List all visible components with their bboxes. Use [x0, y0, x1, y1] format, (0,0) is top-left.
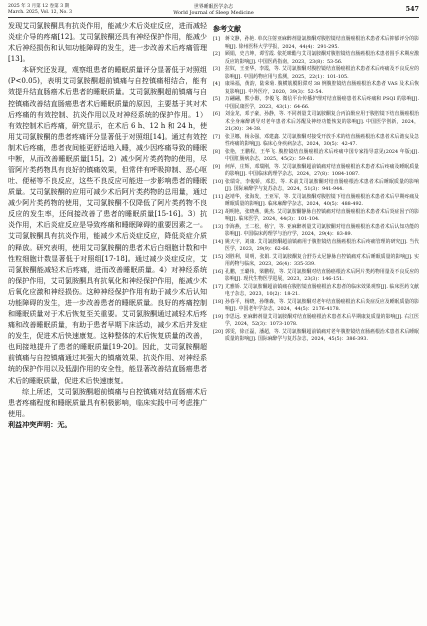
- reference-text: 李海燕，王二松，杨宁，等. 亚麻醉剂量艾司氯胺酮对结直肠癌根治术患者术后认知功能的影响[J]. 中国临床药理学与治疗学，2024，29(4)：83-89.: [225, 223, 419, 237]
- reference-item: [213, 269, 419, 284]
- reference-item: [213, 36, 419, 51]
- body-paragraph-2: 本研究还发现，观察组患者的睡眠质量评分显著低于对照组(P<0.05)，表明艾司氯胺酮超前镇痛与自控镇痛相结合，能有效提升结直肠癌术后患者的睡眠质量。艾司氯胺酮超前镇痛与自控镇痛改善结直肠癌患者术后睡眠质量的原因，主要基于其对术后疼痛的有效控制、抗炎作用以及对神经系统的保护作用。1）有效控制术后疼痛，研究显示，在术后 6 h、12 h 和 24 h，使用艾司氯胺酮的患者疼痛评分显著低于对照组[14]。通过有效控制术后疼痛，患者夜间能更舒适地入睡，减少因疼痛导致的睡眠中断，从而改善睡眠质量[15]。2）减少阿片类药物的使用，尽管阿片类药物具有良好的镇痛效果，但常伴有呼吸抑制、恶心呕吐、便秘等不良反应，这些不良反应可能进一步影响患者的睡眠质量。艾司氯胺酮的应用可减少术后阿片类药物的总用量，通过减少阿片类药物的使用，艾司氯胺酮不仅降低了阿片类药物不良反应的发生率，还间接改善了患者的睡眠质量[15-16]。3）抗炎作用，术后炎症反应是导致疼痛和睡眠障碍的重要因素之一。艾司氯胺酮具有抗炎作用，能减少术后炎症反应，降低炎症介质的释放。研究表明，使用艾司氯胺酮的患者术后白细胞计数和中性粒细胞计数显著低于对照组[17-18]。通过减少炎症反应，艾司氯胺酮能减轻术后疼痛，进而改善睡眠质量。4）对神经系统的保护作用，艾司氯胺酮具有抗氧化和神经保护作用，能减少术后氧化应激和神经损伤。这种神经保护作用有助于减少术后认知功能障碍的发生，进一步改善患者的睡眠质量。良好的疼痛控制和睡眠质量对于术后恢复至关重要。艾司氯胺酮通过减轻术后疼痛和改善睡眠质量，有助于患者早期下床活动，减少术后并发症的发生，促进术后快速康复。这种整体的术后恢复质量的改善，也间接地提升了患者的睡眠质量[19-20]。因此，艾司氯胺酮超前镇痛与自控镇痛通过其强大的镇痛效果、抗炎作用、对神经系统的保护作用以及低副作用的安全性，能显著改善结直肠癌患者术后的睡眠质量，促进术后快速康复。: [8, 65, 207, 385]
- reference-text: 康垛福，黄韵，陆荣菊. 腹横筋膜阻滞对 38 例腹腔镜结直肠癌根治术患者 VAS 及术后恢复影响[J]. 中外医疗，2020，39(3)：52-54.: [225, 81, 419, 95]
- reference-text: 孙春平，杨晓，孙继森，等. 艾司氯胺酮对老年结直肠癌根治术后炎症反应及睡眠质量的影响[J]. 中国老年学杂志，2024，44(5)：2176-4178.: [225, 298, 419, 312]
- reference-item: [213, 299, 419, 314]
- reference-number: [15]: [213, 253, 223, 260]
- journal-name: [8, 4, 419, 16]
- reference-number: [5]: [213, 96, 220, 102]
- reference-item: [213, 96, 419, 111]
- reference-number: [6]: [213, 111, 220, 117]
- page-number: 547: [405, 5, 419, 13]
- reference-item: [213, 284, 419, 299]
- reference-item: [213, 164, 419, 179]
- reference-number: [14]: [213, 238, 223, 245]
- reference-text: 何萍，庄辉，邓瑞刚，等. 艾司氯胺酮超前镇痛对结直肠癌根治术患者术后疼痛及睡眠质量的影响[J]. 中国临床药理学杂志，2024，27(8)：1084-1087.: [225, 163, 419, 177]
- left-column: [8, 20, 207, 620]
- reference-text: 赵靖华，张海发，王亚军，等. 艾司氯胺酮对腹腔镜下结直肠癌根治术患者术后早期疼痛及睡眠质量的影响[J]. 临床麻醉学杂志，2024，40(5)：488-492.: [225, 193, 419, 207]
- reference-text: 李思远. 亚麻醉剂量艾司氯胺酮对结直肠癌根治术患者术后早期康复质量的影响[J]. 右江医学，2024，52(3)：1073-1078.: [225, 313, 419, 327]
- reference-number: [18]: [213, 298, 223, 305]
- reference-number: [4]: [213, 81, 220, 87]
- journal-name-cn: 世界睡眠医学杂志: [193, 4, 234, 10]
- reference-item: [213, 81, 419, 96]
- reference-number: [20]: [213, 328, 223, 335]
- reference-number: [9]: [213, 163, 220, 170]
- reference-number: [10]: [213, 178, 223, 185]
- reference-item: [213, 224, 419, 239]
- reference-item: [213, 179, 419, 194]
- body-paragraph-1: 发现艾司氯胺酮具有抗炎作用，能减少术后炎症反应，进而减轻炎症介导的疼痛[12]。艾司氯胺酮还具有神经保护作用，能减少术后神经损伤和认知功能障碍的发生，进一步改善术后疼痛管理[13]。: [8, 21, 207, 64]
- reference-item: [213, 209, 419, 224]
- discussion-body: [8, 20, 207, 419]
- reference-item: [213, 66, 419, 81]
- reference-text: 张瑞奇，李俊娇，邓思，等. 术前艾司氯胺酮对结直肠癌根治术患者术后睡眠质量的影响[J]. 国际麻醉学与复苏杂志，2024，51(3)：941-944.: [225, 178, 419, 192]
- reference-item: [213, 194, 419, 209]
- reference-text: 姚天宇，刘康. 艾司氯胺酮超前镇痛用于腹腔镜结直肠癌根治术后疼痛管理的研究[J]. 当代医学，2023，29(9)：62-66.: [225, 238, 419, 252]
- reference-item: [213, 254, 419, 269]
- reference-number: [3]: [213, 66, 220, 72]
- reference-text: 顾娟，史吉坤，谭雪霞. 依托咪酯与艾司氯胺酮对腹腔镜结直肠癌根治术患者围手术期应激反应的影响[J]. 中国医药指南，2023，23(8)：53-56.: [225, 51, 419, 65]
- reference-item: [213, 239, 419, 254]
- reference-item: [213, 134, 419, 149]
- references-heading: 参考文献: [213, 25, 241, 33]
- right-column: [213, 20, 419, 620]
- conflict-of-interest: 利益冲突声明：无。: [8, 419, 72, 429]
- issue-info-en: March. 2025, Vol. 12, No. 3: [8, 10, 73, 15]
- reference-item: [213, 149, 419, 164]
- reference-item: [213, 314, 419, 329]
- reference-item: [213, 329, 419, 344]
- reference-text: 胡明艳，张晓燕，姚杰. 艾司氯胺酮静脉自控镇痛对结直肠癌根治术患者术后炎症因子的影响[J]. 临床医学，2024，44(3)：101-104.: [225, 208, 419, 222]
- reference-text: 拉奴，王亚华，李霞，等. 艾司氯胺酮对腹腔镜结直肠癌根治术患者术后疼痛及不良反应的影响[J]. 中国药物应用与监测，2025，22(1)：101-105.: [225, 66, 419, 80]
- reference-number: [16]: [213, 268, 223, 275]
- reference-number: [13]: [213, 223, 223, 230]
- reference-text: 万翩翩，熊小醇，李俊飞. 微信平台传播护理对结直肠癌患者术后疼痛和 PSQI 的影响[J]. 中国民康医学，2023，43(1)：64-66.: [225, 96, 419, 110]
- reference-item: [213, 111, 419, 134]
- reference-text: 郭雯，徐正磊，潘超，等. 艾司氯胺酮超前镇痛对老年腹腔镜结直肠癌根治术患者术后睡眠质量的影响[J]. 国际麻醉学与复苏杂志，2024，45(5)：386-393.: [225, 328, 419, 342]
- reference-text: 张艳，王鹏程，王华飞. 腹腔镜结直肠癌根治术后疼痛中国专家指导意见(2024 年版)[J]. 中国肛肠病杂志，2025，45(2)：59-61.: [225, 148, 419, 162]
- header-rule: [8, 17, 419, 18]
- reference-text: 张卫娜，杨永强，邓建鑫. 艾司氯胺酮对接受开放手术的结直肠癌根治术患者术后谵妄及急性疼痛的影响[J]. 临床心身疾病杂志，2024，30(5)：42-47.: [225, 133, 419, 147]
- journal-name-en: World Journal of Sleep Medicine: [173, 10, 254, 16]
- reference-list: [213, 36, 419, 344]
- reference-text: 孔鹏，王璐伟，梁鹏程，等. 艾司氯胺酮对结直肠癌根治术后阿片类药物用量及不良反应的影响[J]. 现代生物医学进展，2023，23(3)：146-151.: [225, 268, 419, 282]
- reference-number: [17]: [213, 283, 223, 290]
- reference-text: 刘金龙，邓子豪，孙静，等. 不同剂量艾司氯胺酮复合丙泊酚应用于腹腔镜下结直肠癌根治术全身麻醉诱导对老年患者术后苏醒及神经功能恢复的影响[J]. 中国医学创新，2024，21(30)：34-38.: [225, 111, 419, 132]
- reference-text: 尤雅娇. 艾司氯胺酮超前镇痛在腹腔镜直肠癌根治术患者的临床效果观察[J]. 临床医药文献电子杂志，2023，10(2)：18-21.: [225, 283, 419, 297]
- reference-number: [2]: [213, 51, 220, 57]
- reference-number: [7]: [213, 133, 220, 140]
- reference-number: [19]: [213, 313, 223, 320]
- reference-number: [1]: [213, 36, 220, 42]
- reference-item: [213, 51, 419, 66]
- issue-info-cn: 2025 年 3 月第 12 卷第 3 期: [8, 4, 70, 9]
- body-paragraph-3: 综上所述，艾司氯胺酮超前镇痛与自控镇痛对结直肠癌术后患者疼痛程度和睡眠质量具有积极影响，临床实践中可考虑推广使用。: [8, 386, 207, 418]
- reference-number: [11]: [213, 193, 223, 200]
- reference-number: [12]: [213, 208, 223, 215]
- reference-text: 蒋文静，孙艳. 单次注射亚麻醉剂量氯胺酮对腹腔镜结直肠癌根治术患者术后抑郁评分的影响[J]. 徐州医科大学学报，2024，44(4)：291-295.: [225, 36, 419, 50]
- reference-number: [8]: [213, 148, 220, 155]
- reference-text: 刘胜利，周明，张娟. 艾司氯胺酮复合舒芬太尼静脉自控镇痛对术后睡眠质量的影响[J]. 实用药物与临床，2023，26(4)：335-339.: [225, 253, 419, 267]
